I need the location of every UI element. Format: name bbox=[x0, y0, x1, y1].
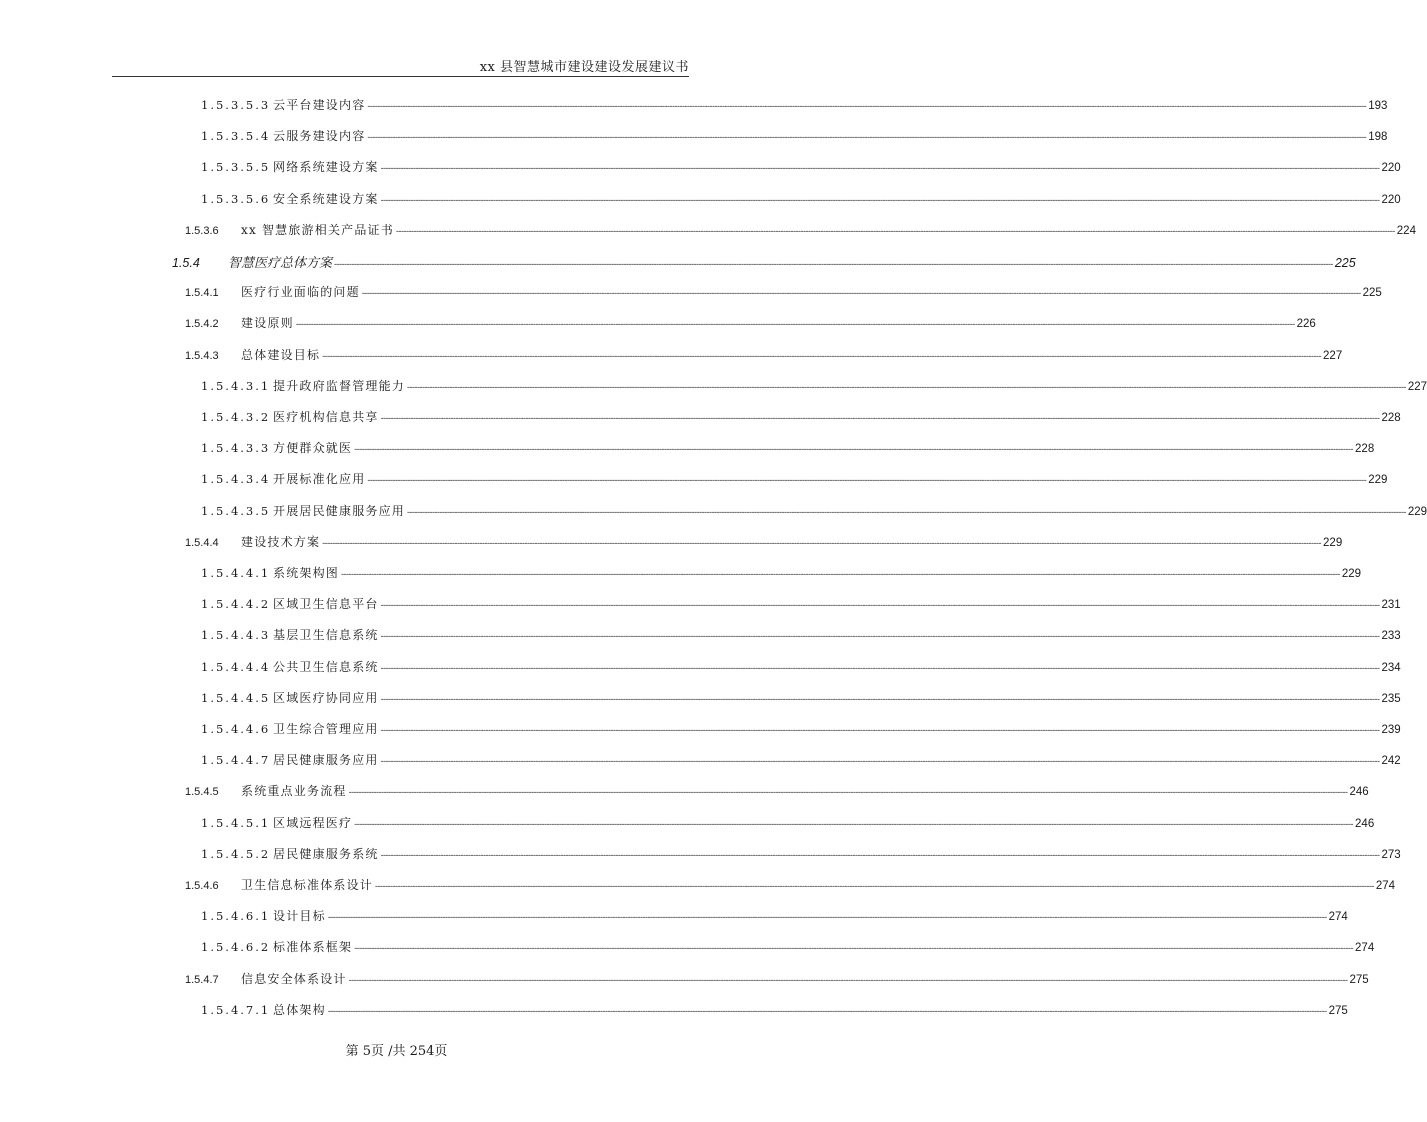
toc-entry[interactable] bbox=[201, 907, 1348, 927]
toc-leader-dots: ---------------------------------------------------------------------------------------------------------------------------------------------------------------------------------------------------------------------------------------------------------------------------------------------------------------------------------------------------------------------------------------------------------------- bbox=[295, 319, 1295, 330]
toc-entry[interactable] bbox=[185, 876, 1396, 896]
toc-entry[interactable] bbox=[201, 658, 1401, 678]
toc-entry[interactable] bbox=[185, 533, 1343, 553]
toc-leader-dots: ---------------------------------------------------------------------------------------------------------------------------------------------------------------------------------------------------------------------------------------------------------------------------------------------------------------------------------------------------------------------------------------------------------------- bbox=[361, 288, 1361, 299]
toc-entry-page: 228 bbox=[1381, 412, 1401, 424]
toc-entry-title: 总体建设目标 bbox=[241, 347, 321, 362]
toc-entry-number: 1.5.3.6 bbox=[185, 224, 219, 237]
toc-entry-title: 网络系统建设方案 bbox=[273, 160, 379, 175]
toc-leader-dots: ---------------------------------------------------------------------------------------------------------------------------------------------------------------------------------------------------------------------------------------------------------------------------------------------------------------------------------------------------------------------------------------------------------------- bbox=[380, 756, 1380, 767]
toc-entry-title: 卫生信息标准体系设计 bbox=[241, 878, 374, 892]
toc-entry-number: 1.5.4.3.4 bbox=[201, 472, 271, 487]
toc-leader-dots: ---------------------------------------------------------------------------------------------------------------------------------------------------------------------------------------------------------------------------------------------------------------------------------------------------------------------------------------------------------------------------------------------------------------- bbox=[380, 693, 1380, 704]
toc-entry-title: 医疗机构信息共享 bbox=[273, 410, 379, 424]
toc-entry-number: 1.5.4.5.1 bbox=[201, 815, 271, 830]
toc-entry-title: 云平台建设内容 bbox=[273, 98, 366, 112]
page-header bbox=[112, 56, 689, 77]
toc-leader-dots: ---------------------------------------------------------------------------------------------------------------------------------------------------------------------------------------------------------------------------------------------------------------------------------------------------------------------------------------------------------------------------------------------------------------- bbox=[327, 912, 1327, 923]
toc-entry-page: 229 bbox=[1368, 474, 1388, 487]
toc-entry-page: 234 bbox=[1381, 661, 1401, 674]
toc-entry-page: 246 bbox=[1355, 817, 1375, 830]
toc-leader-dots: ---------------------------------------------------------------------------------------------------------------------------------------------------------------------------------------------------------------------------------------------------------------------------------------------------------------------------------------------------------------------------------------------------------------- bbox=[341, 569, 1340, 579]
toc-entry-title: 居民健康服务系统 bbox=[273, 846, 379, 861]
toc-leader-dots: ---------------------------------------------------------------------------------------------------------------------------------------------------------------------------------------------------------------------------------------------------------------------------------------------------------------------------------------------------------------------------------------------------------------- bbox=[380, 849, 1380, 860]
toc-entry-page: 235 bbox=[1381, 692, 1401, 705]
toc-entry-page: 229 bbox=[1341, 568, 1362, 580]
toc-entry[interactable] bbox=[201, 1001, 1348, 1021]
toc-entry-number: 1.5.4.6 bbox=[185, 880, 219, 892]
toc-leader-dots: ---------------------------------------------------------------------------------------------------------------------------------------------------------------------------------------------------------------------------------------------------------------------------------------------------------------------------------------------------------------------------------------------------------------- bbox=[375, 881, 1374, 891]
toc-entry[interactable] bbox=[185, 970, 1369, 990]
toc-entry-number: 1.5.3.5.5 bbox=[201, 160, 271, 175]
toc-entry-title: 安全系统建设方案 bbox=[273, 191, 379, 206]
toc-entry-title: 提升政府监督管理能力 bbox=[273, 378, 406, 393]
toc-leader-dots: ---------------------------------------------------------------------------------------------------------------------------------------------------------------------------------------------------------------------------------------------------------------------------------------------------------------------------------------------------------------------------------------------------------------- bbox=[407, 506, 1406, 517]
toc-entry-title: 方便群众就医 bbox=[273, 441, 353, 456]
toc-entry[interactable] bbox=[201, 127, 1388, 147]
toc-entry-title: 医疗行业面临的问题 bbox=[241, 285, 360, 300]
toc-entry-number: 1.5.4.4.4 bbox=[201, 659, 271, 674]
toc-entry-title: 总体架构 bbox=[273, 1002, 326, 1017]
toc-entry-number: 1.5.4.5.2 bbox=[201, 846, 271, 861]
toc-entry[interactable] bbox=[201, 720, 1401, 740]
toc-entry-title: 建设原则 bbox=[241, 316, 294, 331]
toc-entry[interactable] bbox=[185, 314, 1316, 334]
toc-leader-dots: ---------------------------------------------------------------------------------------------------------------------------------------------------------------------------------------------------------------------------------------------------------------------------------------------------------------------------------------------------------------------------------------------------------------- bbox=[354, 943, 1354, 954]
toc-entry-title: 区域远程医疗 bbox=[273, 815, 353, 830]
toc-entry[interactable] bbox=[185, 221, 1416, 241]
toc-leader-dots: ---------------------------------------------------------------------------------------------------------------------------------------------------------------------------------------------------------------------------------------------------------------------------------------------------------------------------------------------------------------------------------------------------------------- bbox=[334, 259, 1333, 269]
toc-entry-number: 1.5.4.4.1 bbox=[201, 566, 271, 580]
toc-entry-number: 1.5.4.4 bbox=[185, 536, 219, 549]
toc-entry-number: 1.5.3.5.6 bbox=[201, 191, 271, 206]
toc-entry-page: 227 bbox=[1323, 349, 1343, 362]
toc-leader-dots: ---------------------------------------------------------------------------------------------------------------------------------------------------------------------------------------------------------------------------------------------------------------------------------------------------------------------------------------------------------------------------------------------------------------- bbox=[380, 163, 1380, 174]
toc-leader-dots: ---------------------------------------------------------------------------------------------------------------------------------------------------------------------------------------------------------------------------------------------------------------------------------------------------------------------------------------------------------------------------------------------------------------- bbox=[322, 350, 1322, 361]
toc-entry[interactable] bbox=[201, 96, 1388, 116]
toc-leader-dots: ---------------------------------------------------------------------------------------------------------------------------------------------------------------------------------------------------------------------------------------------------------------------------------------------------------------------------------------------------------------------------------------------------------------- bbox=[354, 444, 1354, 455]
toc-entry-page: 229 bbox=[1323, 536, 1343, 549]
toc-entry[interactable] bbox=[201, 564, 1362, 584]
toc-entry-title: 系统架构图 bbox=[273, 566, 340, 580]
toc-entry-page: 228 bbox=[1355, 443, 1375, 456]
toc-entry-number: 1.5.4.3.2 bbox=[201, 410, 271, 424]
toc-entry-page: 225 bbox=[1362, 287, 1382, 300]
toc-entry-title: 基层卫生信息系统 bbox=[273, 628, 379, 643]
toc-entry[interactable] bbox=[185, 782, 1369, 802]
toc-leader-dots: ---------------------------------------------------------------------------------------------------------------------------------------------------------------------------------------------------------------------------------------------------------------------------------------------------------------------------------------------------------------------------------------------------------------- bbox=[348, 974, 1348, 985]
toc-entry-page: 246 bbox=[1349, 786, 1369, 799]
toc-entry-page: 233 bbox=[1381, 630, 1401, 643]
toc-entry-page: 220 bbox=[1381, 193, 1401, 206]
toc-leader-dots: ---------------------------------------------------------------------------------------------------------------------------------------------------------------------------------------------------------------------------------------------------------------------------------------------------------------------------------------------------------------------------------------------------------------- bbox=[348, 787, 1348, 798]
toc-entry[interactable] bbox=[185, 283, 1382, 303]
toc-entry-page: 227 bbox=[1407, 380, 1427, 393]
toc-entry-number: 1.5.4.7 bbox=[185, 973, 219, 986]
toc-entry[interactable] bbox=[201, 470, 1388, 490]
toc-entry-number: 1.5.4.3.1 bbox=[201, 378, 271, 393]
toc-entry-number: 1.5.4.3.5 bbox=[201, 503, 271, 518]
toc-entry-page: 226 bbox=[1296, 318, 1316, 331]
toc-entry-title: 标准体系框架 bbox=[273, 940, 353, 955]
toc-entry-title: 系统重点业务流程 bbox=[241, 784, 347, 799]
toc-entry[interactable] bbox=[201, 502, 1427, 522]
toc-entry-number: 1.5.4.4.7 bbox=[201, 753, 271, 768]
toc-entry[interactable] bbox=[201, 190, 1401, 210]
toc-leader-dots: ---------------------------------------------------------------------------------------------------------------------------------------------------------------------------------------------------------------------------------------------------------------------------------------------------------------------------------------------------------------------------------------------------------------- bbox=[380, 725, 1380, 735]
document-title: xx 县智慧城市建设建设发展建议书 bbox=[479, 60, 689, 75]
toc-entry-title: 智慧医疗总体方案 bbox=[228, 256, 333, 271]
toc-entry-title: 公共卫生信息系统 bbox=[273, 659, 379, 674]
toc-entry-number: 1.5.4.6.2 bbox=[201, 940, 271, 955]
toc-entry-page: 198 bbox=[1368, 131, 1388, 144]
toc-entry-page: 275 bbox=[1349, 973, 1369, 986]
toc-entry-page: 242 bbox=[1381, 755, 1401, 768]
toc-entry-page: 224 bbox=[1396, 224, 1416, 237]
toc-leader-dots: ---------------------------------------------------------------------------------------------------------------------------------------------------------------------------------------------------------------------------------------------------------------------------------------------------------------------------------------------------------------------------------------------------------------- bbox=[380, 194, 1380, 205]
toc-entry[interactable] bbox=[201, 158, 1401, 178]
toc-entry-page: 274 bbox=[1375, 880, 1396, 892]
toc-leader-dots: ---------------------------------------------------------------------------------------------------------------------------------------------------------------------------------------------------------------------------------------------------------------------------------------------------------------------------------------------------------------------------------------------------------------- bbox=[380, 631, 1380, 642]
toc-leader-dots: ---------------------------------------------------------------------------------------------------------------------------------------------------------------------------------------------------------------------------------------------------------------------------------------------------------------------------------------------------------------------------------------------------------------- bbox=[354, 818, 1354, 829]
toc-entry-title: 区域医疗协同应用 bbox=[273, 690, 379, 705]
toc-entry-title: 开展标准化应用 bbox=[273, 472, 366, 487]
toc-leader-dots: ---------------------------------------------------------------------------------------------------------------------------------------------------------------------------------------------------------------------------------------------------------------------------------------------------------------------------------------------------------------------------------------------------------------- bbox=[380, 413, 1380, 423]
toc-entry[interactable] bbox=[201, 439, 1375, 459]
toc-leader-dots: ---------------------------------------------------------------------------------------------------------------------------------------------------------------------------------------------------------------------------------------------------------------------------------------------------------------------------------------------------------------------------------------------------------------- bbox=[380, 600, 1380, 611]
toc-leader-dots: ---------------------------------------------------------------------------------------------------------------------------------------------------------------------------------------------------------------------------------------------------------------------------------------------------------------------------------------------------------------------------------------------------------------- bbox=[395, 225, 1395, 236]
toc-entry-number: 1.5.3.5.4 bbox=[201, 129, 271, 144]
toc-entry-page: 220 bbox=[1381, 162, 1401, 175]
toc-leader-dots: ---------------------------------------------------------------------------------------------------------------------------------------------------------------------------------------------------------------------------------------------------------------------------------------------------------------------------------------------------------------------------------------------------------------- bbox=[367, 101, 1367, 111]
toc-entry-number: 1.5.4.5 bbox=[185, 786, 219, 799]
toc-entry[interactable] bbox=[201, 751, 1401, 771]
toc-entry-number: 1.5.4.1 bbox=[185, 287, 219, 300]
toc-entry-number: 1.5.4.3.3 bbox=[201, 441, 271, 456]
toc-entry-page: 273 bbox=[1381, 848, 1401, 861]
toc-entry[interactable] bbox=[201, 689, 1401, 709]
toc-entry-number: 1.5.4.3 bbox=[185, 349, 219, 362]
toc-entry[interactable] bbox=[201, 814, 1375, 834]
toc-entry-number: 1.5.4.4.5 bbox=[201, 690, 271, 705]
toc-entry[interactable] bbox=[201, 938, 1375, 958]
toc-entry-title: 云服务建设内容 bbox=[273, 129, 366, 144]
toc-leader-dots: ---------------------------------------------------------------------------------------------------------------------------------------------------------------------------------------------------------------------------------------------------------------------------------------------------------------------------------------------------------------------------------------------------------------- bbox=[367, 132, 1367, 143]
toc-leader-dots: ---------------------------------------------------------------------------------------------------------------------------------------------------------------------------------------------------------------------------------------------------------------------------------------------------------------------------------------------------------------------------------------------------------------- bbox=[327, 1005, 1327, 1016]
toc-entry-page: 275 bbox=[1328, 1004, 1348, 1017]
toc-entry-page: 229 bbox=[1407, 505, 1427, 518]
toc-entry-number: 1.5.4.6.1 bbox=[201, 909, 271, 924]
toc-entry-title: 设计目标 bbox=[273, 909, 326, 924]
toc-leader-dots: ---------------------------------------------------------------------------------------------------------------------------------------------------------------------------------------------------------------------------------------------------------------------------------------------------------------------------------------------------------------------------------------------------------------- bbox=[380, 662, 1380, 673]
toc-entry-title: 开展居民健康服务应用 bbox=[273, 503, 406, 518]
toc-entry[interactable] bbox=[201, 626, 1401, 646]
toc-entry[interactable] bbox=[201, 845, 1401, 865]
toc-entry-number: 1.5.3.5.3 bbox=[201, 98, 271, 112]
toc-leader-dots: ---------------------------------------------------------------------------------------------------------------------------------------------------------------------------------------------------------------------------------------------------------------------------------------------------------------------------------------------------------------------------------------------------------------- bbox=[367, 475, 1367, 486]
toc-entry-title: 卫生综合管理应用 bbox=[273, 722, 379, 736]
toc-entry-page: 231 bbox=[1381, 599, 1401, 612]
toc-entry-page: 274 bbox=[1328, 911, 1348, 924]
toc-entry-page: 193 bbox=[1368, 100, 1388, 112]
toc-leader-dots: ---------------------------------------------------------------------------------------------------------------------------------------------------------------------------------------------------------------------------------------------------------------------------------------------------------------------------------------------------------------------------------------------------------------- bbox=[322, 537, 1322, 548]
toc-entry-title: 区域卫生信息平台 bbox=[273, 597, 379, 612]
toc-leader-dots: ---------------------------------------------------------------------------------------------------------------------------------------------------------------------------------------------------------------------------------------------------------------------------------------------------------------------------------------------------------------------------------------------------------------- bbox=[407, 381, 1406, 392]
toc-entry-title: 建设技术方案 bbox=[241, 534, 321, 549]
toc-entry-number: 1.5.4.2 bbox=[185, 318, 219, 331]
toc-entry-number: 1.5.4.7.1 bbox=[201, 1002, 271, 1017]
toc-entry[interactable] bbox=[201, 595, 1401, 615]
toc-entry-number: 1.5.4.4.2 bbox=[201, 597, 271, 612]
toc-entry-page: 239 bbox=[1381, 724, 1401, 736]
toc-entry-number: 1.5.4 bbox=[172, 256, 200, 270]
toc-entry-title: xx 智慧旅游相关产品证书 bbox=[241, 222, 394, 237]
page-footer: 第 5页 /共 254页 bbox=[345, 1044, 448, 1059]
toc-entry-page: 274 bbox=[1355, 942, 1375, 955]
toc-entry-title: 居民健康服务应用 bbox=[273, 753, 379, 768]
toc-entry-title: 信息安全体系设计 bbox=[241, 971, 347, 986]
toc-entry-number: 1.5.4.4.6 bbox=[201, 722, 271, 736]
toc-entry[interactable] bbox=[201, 408, 1401, 428]
toc-entry[interactable] bbox=[185, 346, 1343, 366]
toc-entry-number: 1.5.4.4.3 bbox=[201, 628, 271, 643]
toc-entry-page: 225 bbox=[1334, 256, 1356, 270]
toc-entry[interactable] bbox=[172, 252, 1356, 272]
toc-entry[interactable] bbox=[201, 377, 1427, 397]
